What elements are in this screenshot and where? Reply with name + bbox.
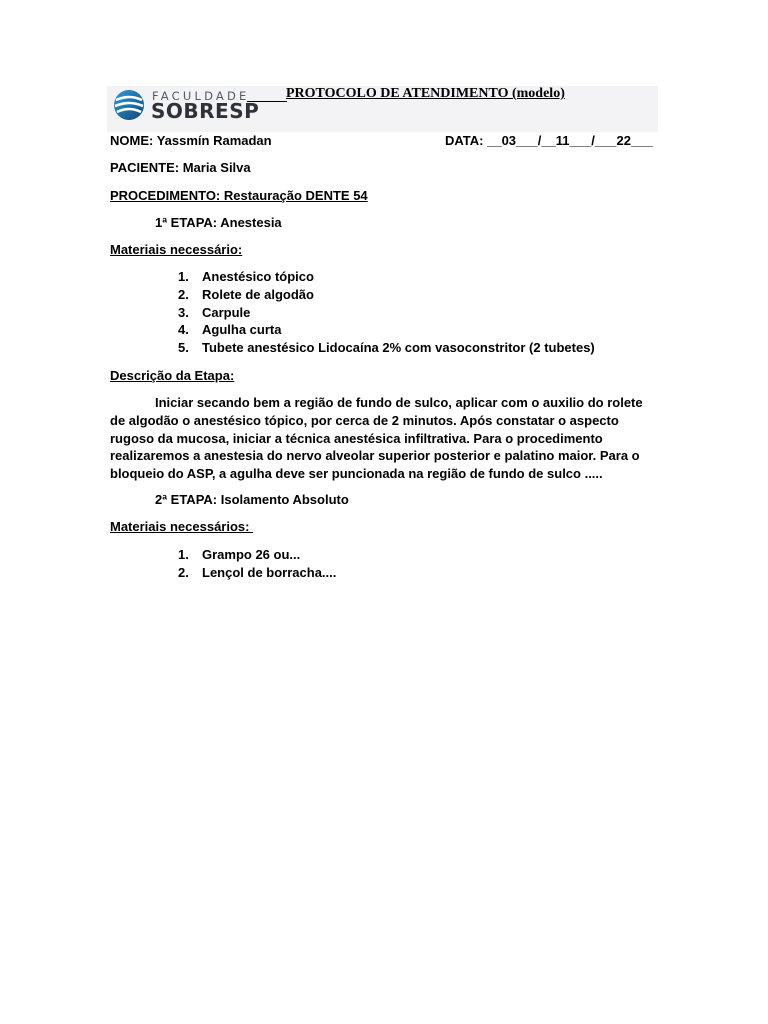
paciente-field: PACIENTE: Maria Silva — [110, 160, 251, 175]
list-item: 1. Anestésico tópico — [178, 269, 314, 284]
etapa1-descricao-label: Descrição da Etapa: — [110, 368, 235, 383]
logo-text-sobresp: SOBRESP — [151, 99, 260, 123]
list-item: 5. Tubete anestésico Lidocaína 2% com vasoconstritor (2 tubetes) — [178, 340, 595, 356]
title-underline-lead — [247, 101, 287, 102]
etapa2-title: 2ª ETAPA: Isolamento Absoluto — [155, 492, 349, 507]
document-title: PROTOCOLO DE ATENDIMENTO (modelo) — [286, 86, 565, 101]
nome-field: NOME: Yassmín Ramadan — [110, 133, 272, 148]
logo-text-faculdade: FACULDADE — [152, 89, 250, 103]
etapa2-materiais-list — [178, 546, 336, 582]
etapa2-materiais-label: Materiais necessários: — [110, 519, 254, 534]
etapa1-materiais-label: Materiais necessário: — [110, 242, 243, 257]
procedimento-field: PROCEDIMENTO: Restauração DENTE 54 — [110, 188, 368, 203]
list-item: 1. Grampo 26 ou... — [178, 547, 301, 562]
etapa1-descricao-text: Iniciar secando bem a região de fundo de sulco, aplicar com o auxilio do rolete de algodão o anestésico tópico, por cerca de 2 minutos. Após constatar o aspecto rugoso da mucosa, iniciar a técnica anestésica infiltrativa. Para o procedimento realizaremos a anestesia do nervo alveolar superior posterior e palatino maior. Para o bloqueio do ASP, a agulha deve ser puncionada na região de fundo de sulco ..... — [110, 395, 643, 482]
etapa1-materiais-list — [178, 268, 595, 357]
list-item: 3. Carpule — [178, 304, 251, 320]
list-item: 2. Lençol de borracha.... — [178, 564, 337, 580]
etapa1-title: 1ª ETAPA: Anestesia — [155, 215, 282, 230]
list-item: 4. Agulha curta — [178, 322, 282, 338]
data-field: DATA: __03___/__11___/___22___ — [445, 133, 653, 148]
list-item: 2. Rolete de algodão — [178, 286, 314, 302]
